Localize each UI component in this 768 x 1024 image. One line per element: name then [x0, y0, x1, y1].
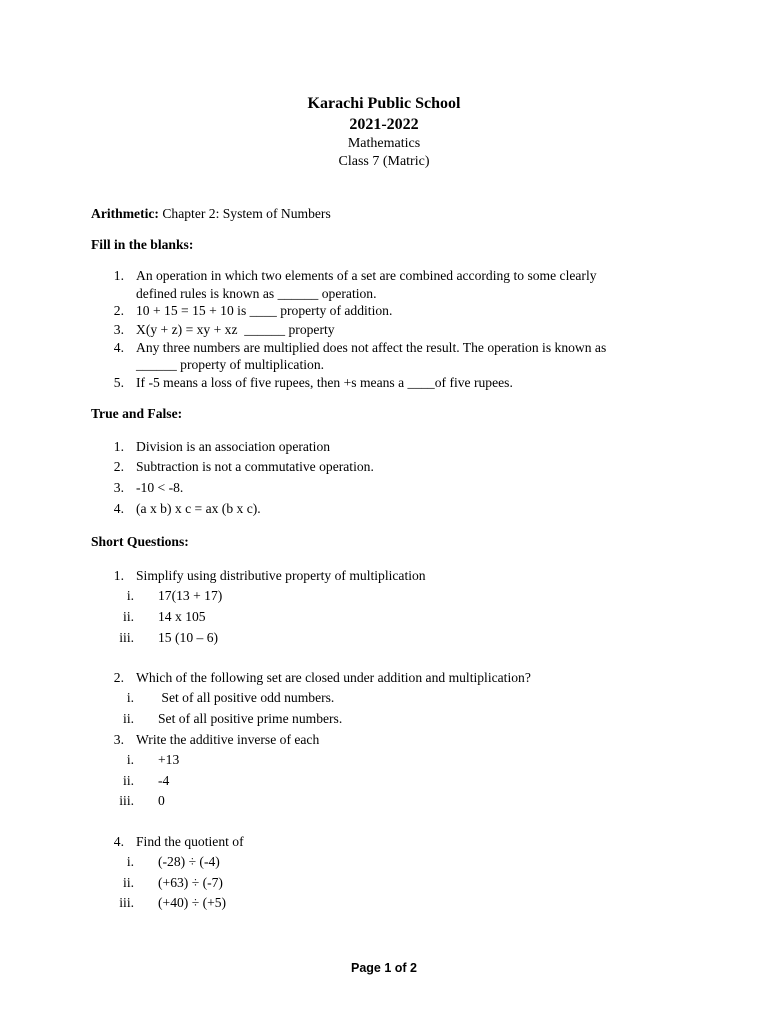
list-item: -10 < -8.	[136, 480, 184, 495]
item-number: 3.	[113, 322, 124, 337]
list-item: (a x b) x c = ax (b x c).	[136, 501, 261, 516]
sub-item: 14 x 105	[158, 609, 206, 624]
item-number: 4.	[113, 834, 124, 849]
sub-item: -4	[158, 773, 170, 788]
item-number: 2.	[113, 459, 124, 474]
item-number: 4.	[113, 340, 124, 355]
list-item: Subtraction is not a commutative operation.	[136, 459, 374, 474]
sub-number: iii.	[119, 630, 134, 645]
question-text: Find the quotient of	[136, 834, 244, 849]
short-questions-heading: Short Questions:	[91, 534, 189, 549]
academic-year: 2021-2022	[349, 116, 419, 133]
item-number: 5.	[113, 375, 124, 390]
sub-number: i.	[126, 690, 134, 705]
list-item: X(y + z) = xy + xz ______ property	[136, 322, 335, 337]
list-item: Any three numbers are multiplied does not affect the result. The operation is known as	[136, 340, 607, 355]
true-false-heading: True and False:	[91, 406, 183, 421]
list-item-continuation: defined rules is known as ______ operation.	[136, 286, 377, 301]
item-number: 1.	[113, 568, 124, 583]
item-number: 3.	[113, 480, 124, 495]
sub-item: Set of all positive prime numbers.	[158, 711, 343, 726]
sub-item: 0	[158, 793, 165, 808]
sub-number: ii.	[123, 609, 134, 624]
sub-item: +13	[158, 752, 180, 767]
item-number: 4.	[113, 501, 124, 516]
list-item: 10 + 15 = 15 + 10 is ____ property of addition.	[136, 303, 393, 318]
question-text: Write the additive inverse of each	[136, 732, 320, 747]
school-title: Karachi Public School	[307, 95, 461, 112]
item-number: 1.	[113, 268, 124, 283]
item-number: 1.	[113, 439, 124, 454]
list-item: Division is an association operation	[136, 439, 331, 454]
list-item: An operation in which two elements of a set are combined according to some clearly	[136, 268, 597, 283]
sub-number: i.	[126, 854, 134, 869]
question-text: Which of the following set are closed under addition and multiplication?	[136, 670, 531, 685]
topic-line	[91, 205, 331, 222]
sub-number: ii.	[123, 711, 134, 726]
item-number: 2.	[113, 303, 124, 318]
page-number: Page 1 of 2	[351, 961, 417, 975]
sub-number: i.	[126, 588, 134, 603]
item-number: 2.	[113, 670, 124, 685]
fill-blanks-heading: Fill in the blanks:	[91, 237, 194, 252]
sub-number: i.	[126, 752, 134, 767]
list-item-continuation: ______ property of multiplication.	[136, 357, 325, 372]
sub-item: (+40) ÷ (+5)	[158, 895, 227, 910]
sub-item: Set of all positive odd numbers.	[158, 690, 335, 705]
subject: Mathematics	[347, 136, 421, 151]
sub-item: (-28) ÷ (-4)	[158, 854, 220, 869]
class-label: Class 7 (Matric)	[338, 154, 430, 169]
sub-number: ii.	[123, 773, 134, 788]
list-item: If -5 means a loss of five rupees, then +s means a ____of five rupees.	[136, 375, 513, 390]
item-number: 3.	[113, 732, 124, 747]
question-text: Simplify using distributive property of multiplication	[136, 568, 426, 583]
sub-item: 17(13 + 17)	[158, 588, 223, 603]
sub-number: ii.	[123, 875, 134, 890]
sub-item: 15 (10 – 6)	[158, 630, 219, 645]
sub-number: iii.	[119, 895, 134, 910]
topic-label: Arithmetic:	[91, 206, 159, 221]
topic-chapter: Chapter 2: System of Numbers	[162, 206, 331, 221]
sub-item: (+63) ÷ (-7)	[158, 875, 223, 890]
sub-number: iii.	[119, 793, 134, 808]
